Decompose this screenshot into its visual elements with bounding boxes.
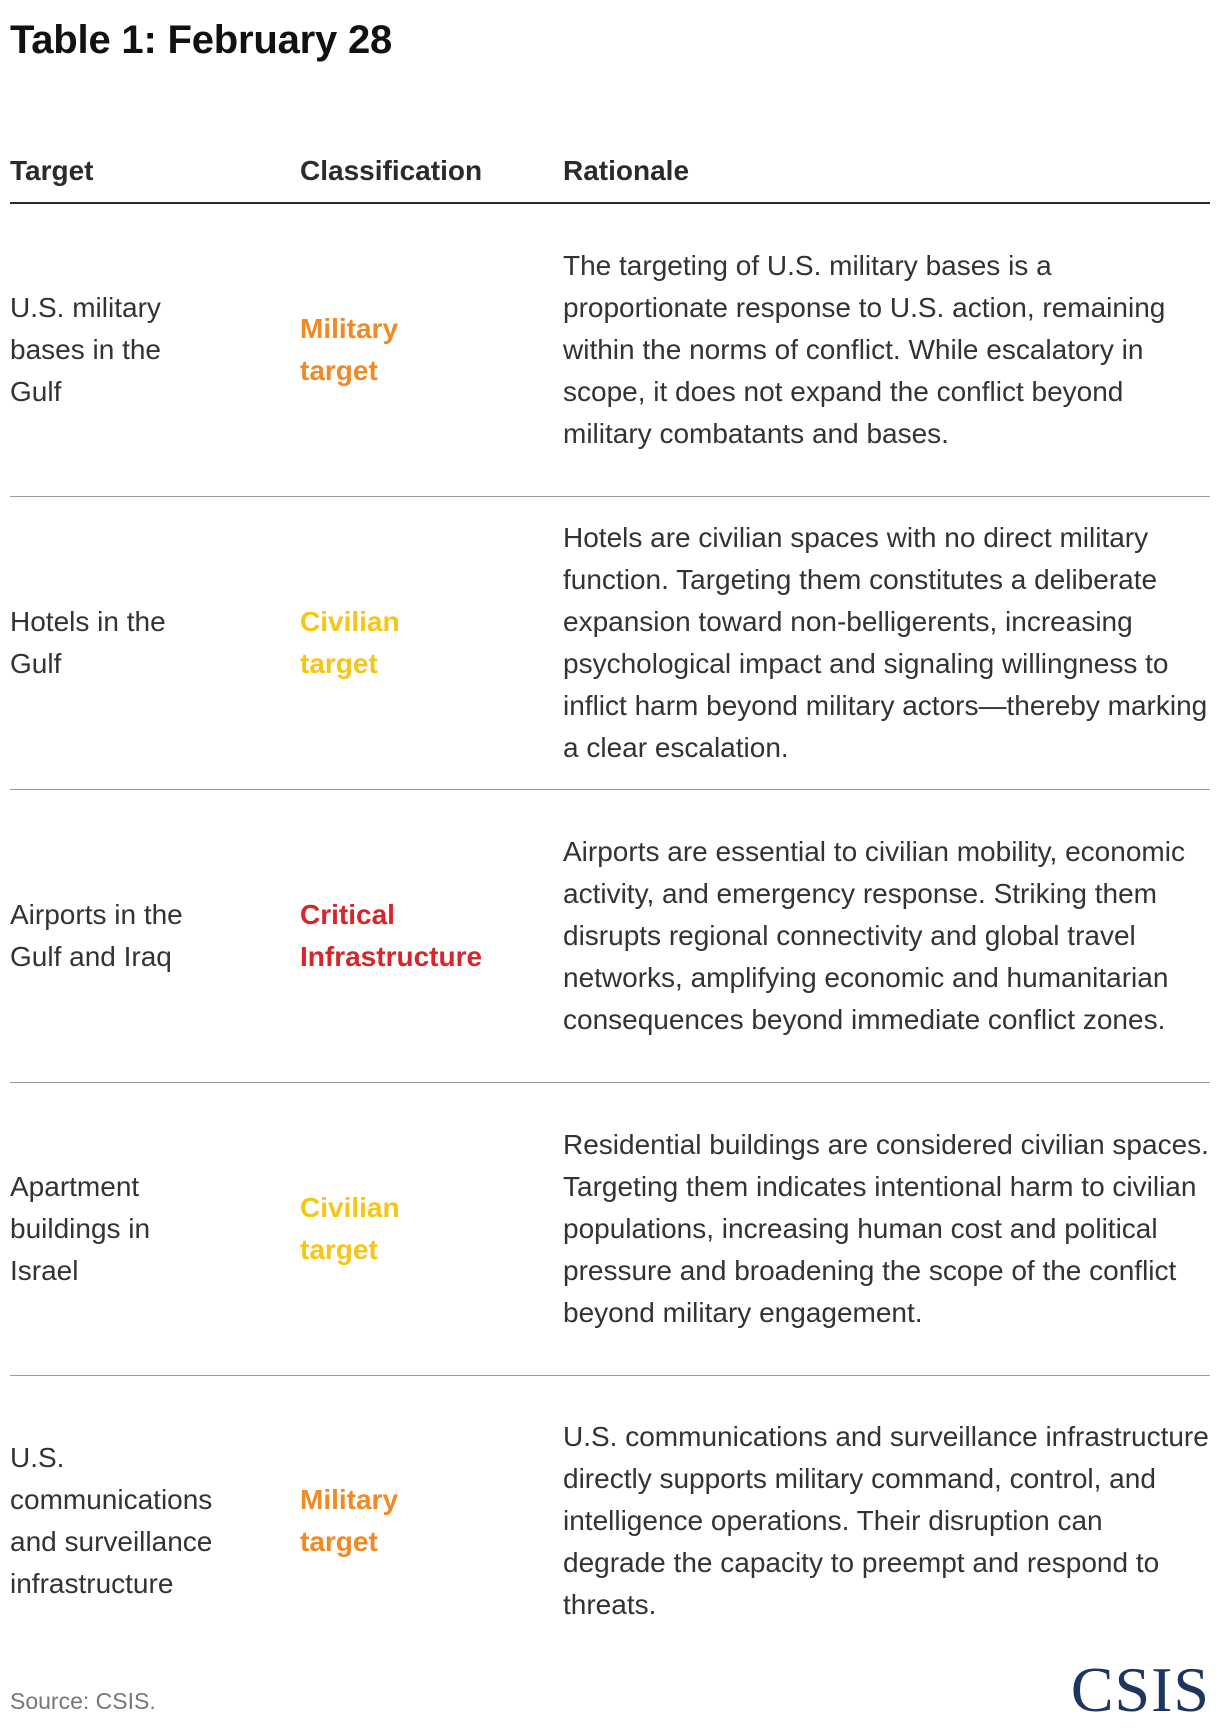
- table-row: [10, 204, 1210, 497]
- page: [10, 0, 1210, 1730]
- target-cell: Airports in the Gulf and Iraq: [10, 899, 183, 972]
- table-header-row: [10, 140, 1210, 204]
- rationale-cell: The targeting of U.S. military bases is a proportionate response to U.S. action, remaining within the norms of conflict. While escalatory in scope, it does not expand the conflict beyond military combatants and bases.: [563, 250, 1166, 449]
- table-row: [10, 1083, 1210, 1376]
- rationale-cell: Airports are essential to civilian mobility, economic activity, and emergency response. Striking them disrupts regional connectivity and global travel networks, amplifying economic and humanitarian consequences beyond immediate conflict zones.: [563, 836, 1185, 1035]
- table-row: [10, 790, 1210, 1083]
- rationale-cell: U.S. communications and surveillance infrastructure directly supports military command, control, and intelligence operations. Their disruption can degrade the capacity to preempt and respond to threats.: [563, 1421, 1209, 1620]
- source-note: Source: CSIS.: [10, 1688, 156, 1714]
- classification-cell: Critical Infrastructure: [300, 899, 483, 972]
- target-cell: Apartment buildings in Israel: [10, 1171, 151, 1286]
- rationale-cell: Hotels are civilian spaces with no direct military function. Targeting them constitutes a deliberate expansion toward non-belligerents, increasing psychological impact and signaling willingness to inflict harm beyond military actors—thereby marking a clear escalation.: [563, 522, 1208, 763]
- rationale-cell: Residential buildings are considered civilian spaces. Targeting them indicates intentional harm to civilian populations, increasing human cost and political pressure and broadening the scope of the conflict beyond military engagement.: [563, 1129, 1209, 1328]
- header-target: Target: [10, 155, 94, 186]
- classification-cell: Civilian target: [300, 606, 400, 679]
- header-classification: Classification: [300, 155, 483, 186]
- classification-cell: Military target: [300, 313, 399, 386]
- target-cell: U.S. military bases in the Gulf: [10, 292, 161, 407]
- classification-cell: Military target: [300, 1484, 399, 1557]
- table-title: Table 1: February 28: [10, 18, 393, 62]
- classification-table: [10, 140, 1210, 1666]
- table-row: [10, 1376, 1210, 1666]
- target-cell: Hotels in the Gulf: [10, 606, 166, 679]
- target-cell: U.S. communications and surveillance infrastructure: [10, 1442, 213, 1599]
- table-row: [10, 497, 1210, 790]
- header-rationale: Rationale: [563, 155, 690, 186]
- csis-logo: CSIS: [1070, 1654, 1210, 1725]
- classification-cell: Civilian target: [300, 1192, 400, 1265]
